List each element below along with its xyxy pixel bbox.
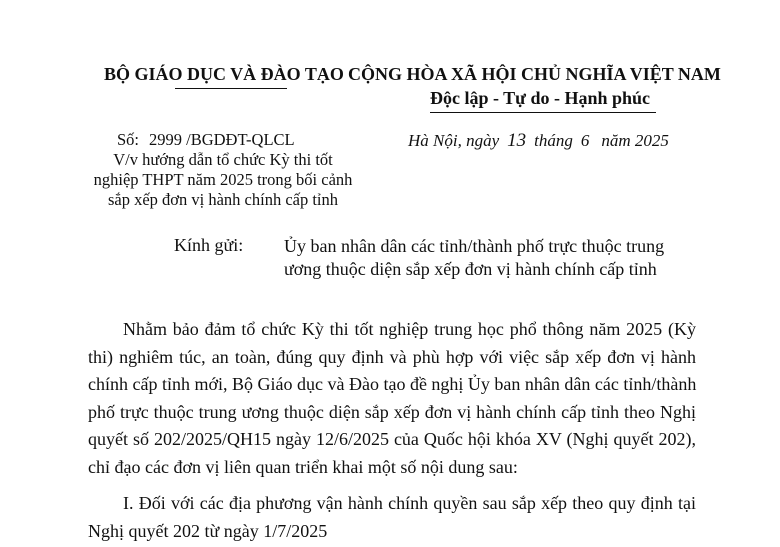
body-line: thi) nghiêm túc, an toàn, đúng quy định và phù hợp với việc sắp xếp đơn vị hành <box>88 346 696 367</box>
date-month: 6 <box>580 131 590 150</box>
subject-line: sắp xếp đơn vị hành chính cấp tỉnh <box>107 190 339 209</box>
section-line: Nghị quyết 202 từ ngày 1/7/2025 <box>88 520 328 541</box>
motto-underline <box>430 112 656 113</box>
section-i-heading <box>88 490 696 545</box>
body-line: Nhằm bảo đảm tổ chức Kỳ thi tốt nghiệp trung học phổ thông năm 2025 (Kỳ <box>123 319 696 339</box>
document-number-label: Số: <box>117 130 140 149</box>
section-line: I. Đối với các địa phương vận hành chính quyền sau sắp xếp theo quy định tại <box>123 493 696 513</box>
body-line: phố trực thuộc trung ương thuộc diện sắp xếp đơn vị hành chính cấp tỉnh theo Nghị <box>88 401 696 422</box>
document-number-value: 2999 <box>149 130 183 149</box>
agency-name: BỘ GIÁO DỤC VÀ ĐÀO TẠO <box>104 64 344 84</box>
body-line: quyết số 202/2025/QH15 ngày 12/6/2025 của Quốc hội khóa XV (Nghị quyết 202), <box>88 429 696 449</box>
body-paragraph <box>88 316 696 481</box>
month-label: tháng <box>534 131 573 150</box>
salutation-recipient <box>284 235 664 281</box>
salutation-label: Kính gửi: <box>174 235 244 255</box>
subject-line: nghiệp THPT năm 2025 trong bối cảnh <box>93 170 353 189</box>
place-and-date <box>408 130 669 152</box>
document-subject <box>78 150 368 210</box>
document-number <box>117 130 295 150</box>
agency-underline <box>175 88 287 89</box>
national-title: CỘNG HÒA XÃ HỘI CHỦ NGHĨA VIỆT NAM <box>348 64 721 84</box>
year-label: năm 2025 <box>601 131 669 150</box>
body-line: chính cấp tỉnh mới, Bộ Giáo dục và Đào tạo đề nghị Ủy ban nhân dân các tỉnh/thành <box>88 374 697 394</box>
document-number-code: /BGDĐT-QLCL <box>186 130 295 149</box>
national-motto: Độc lập - Tự do - Hạnh phúc <box>430 88 651 108</box>
subject-line: V/v hướng dẫn tổ chức Kỳ thi tốt <box>113 150 333 169</box>
recipient-line: ương thuộc diện sắp xếp đơn vị hành chính cấp tỉnh <box>284 259 657 279</box>
date-day: 13 <box>507 130 527 151</box>
recipient-line: Ủy ban nhân dân các tỉnh/thành phố trực thuộc trung <box>284 236 665 256</box>
body-line: chỉ đạo các đơn vị liên quan triển khai một số nội dung sau: <box>88 456 518 477</box>
place-label: Hà Nội, ngày <box>408 131 500 150</box>
